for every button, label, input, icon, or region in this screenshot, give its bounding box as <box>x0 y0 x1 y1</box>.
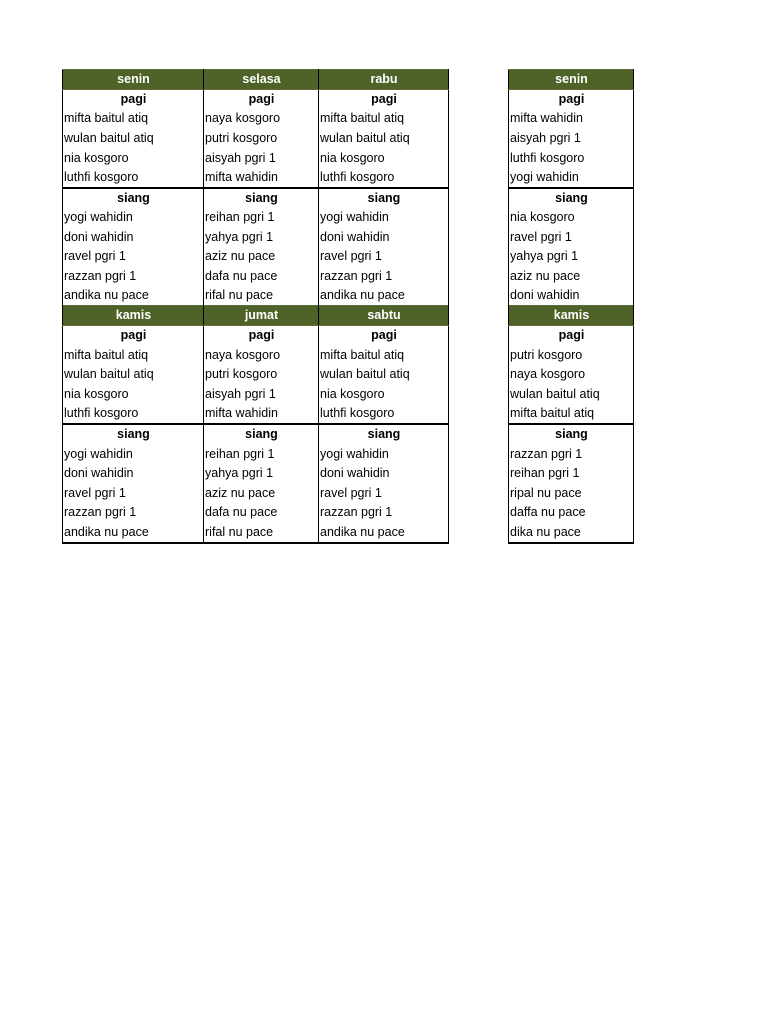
table-row <box>63 464 449 484</box>
shift-label-cell[interactable]: pagi <box>204 90 319 110</box>
name-cell[interactable]: daffa nu pace <box>509 503 634 523</box>
name-cell[interactable]: doni wahidin <box>509 286 634 306</box>
name-cell[interactable]: razzan pgri 1 <box>63 503 204 523</box>
table-row <box>509 109 634 129</box>
table-row <box>509 464 634 484</box>
name-cell[interactable]: dafa nu pace <box>204 503 319 523</box>
name-cell[interactable]: yogi wahidin <box>319 208 449 228</box>
shift-label-row <box>63 90 449 110</box>
name-cell[interactable]: luthfi kosgoro <box>63 404 204 424</box>
name-cell[interactable]: nia kosgoro <box>509 208 634 228</box>
side-schedule-table <box>508 69 634 544</box>
table-row <box>509 503 634 523</box>
shift-label-cell[interactable]: siang <box>509 424 634 444</box>
day-header-cell[interactable]: jumat <box>204 306 319 326</box>
table-row <box>63 286 449 306</box>
name-cell[interactable]: mifta baitul atiq <box>63 109 204 129</box>
name-cell[interactable]: dafa nu pace <box>204 267 319 287</box>
name-cell[interactable]: ravel pgri 1 <box>63 483 204 503</box>
name-cell[interactable]: andika nu pace <box>319 286 449 306</box>
name-cell[interactable]: yahya pgri 1 <box>204 227 319 247</box>
name-cell[interactable]: mifta baitul atiq <box>319 109 449 129</box>
name-cell[interactable]: razzan pgri 1 <box>509 444 634 464</box>
name-cell[interactable]: mifta wahidin <box>204 404 319 424</box>
name-cell[interactable]: andika nu pace <box>319 523 449 543</box>
name-cell[interactable]: rifal nu pace <box>204 523 319 543</box>
table-row <box>63 267 449 287</box>
name-cell[interactable]: ripal nu pace <box>509 483 634 503</box>
name-cell[interactable]: wulan baitul atiq <box>63 365 204 385</box>
name-cell[interactable]: nia kosgoro <box>319 385 449 405</box>
name-cell[interactable]: naya kosgoro <box>204 109 319 129</box>
shift-label-cell[interactable]: siang <box>319 424 449 444</box>
table-row <box>63 404 449 424</box>
name-cell[interactable]: yogi wahidin <box>319 444 449 464</box>
name-cell[interactable]: doni wahidin <box>63 464 204 484</box>
table-row <box>63 385 449 405</box>
shift-label-row <box>509 90 634 110</box>
table-row <box>509 404 634 424</box>
name-cell[interactable]: aisyah pgri 1 <box>204 148 319 168</box>
shift-label-row <box>509 188 634 208</box>
table-row <box>509 444 634 464</box>
main-schedule-table <box>62 69 449 544</box>
day-header-cell[interactable]: selasa <box>204 70 319 90</box>
name-cell[interactable]: doni wahidin <box>319 227 449 247</box>
day-header-row <box>509 306 634 326</box>
table-row <box>509 286 634 306</box>
table-row <box>509 208 634 228</box>
name-cell[interactable]: naya kosgoro <box>509 365 634 385</box>
table-row <box>63 148 449 168</box>
name-cell[interactable]: nia kosgoro <box>63 385 204 405</box>
name-cell[interactable]: mifta wahidin <box>509 109 634 129</box>
name-cell[interactable]: nia kosgoro <box>63 148 204 168</box>
table-row <box>509 365 634 385</box>
shift-label-cell[interactable]: pagi <box>204 326 319 346</box>
shift-label-cell[interactable]: pagi <box>63 90 204 110</box>
shift-label-cell[interactable]: pagi <box>319 90 449 110</box>
shift-label-cell[interactable]: pagi <box>509 90 634 110</box>
shift-label-cell[interactable]: pagi <box>63 326 204 346</box>
day-header-row <box>63 70 449 90</box>
table-row <box>509 148 634 168</box>
table-row <box>63 523 449 543</box>
name-cell[interactable]: luthfi kosgoro <box>63 168 204 188</box>
table-row <box>509 345 634 365</box>
table-row <box>63 129 449 149</box>
name-cell[interactable]: doni wahidin <box>319 464 449 484</box>
name-cell[interactable]: wulan baitul atiq <box>63 129 204 149</box>
name-cell[interactable]: luthfi kosgoro <box>319 404 449 424</box>
day-header-row <box>63 306 449 326</box>
name-cell[interactable]: mifta baitul atiq <box>319 345 449 365</box>
name-cell[interactable]: rifal nu pace <box>204 286 319 306</box>
shift-label-cell[interactable]: pagi <box>509 326 634 346</box>
day-header-cell[interactable]: sabtu <box>319 306 449 326</box>
table-row <box>509 523 634 543</box>
table-row <box>63 227 449 247</box>
day-header-cell[interactable]: senin <box>63 70 204 90</box>
table-row <box>63 109 449 129</box>
table-row <box>63 208 449 228</box>
table-row <box>63 483 449 503</box>
table-row <box>63 345 449 365</box>
day-header-cell[interactable]: kamis <box>63 306 204 326</box>
name-cell[interactable]: yogi wahidin <box>63 208 204 228</box>
shift-label-cell[interactable]: siang <box>204 188 319 208</box>
shift-label-row <box>63 424 449 444</box>
table-row <box>509 483 634 503</box>
table-row <box>509 267 634 287</box>
day-header-cell[interactable]: senin <box>509 70 634 90</box>
shift-label-cell[interactable]: siang <box>63 424 204 444</box>
day-header-cell[interactable]: kamis <box>509 306 634 326</box>
shift-label-row <box>509 424 634 444</box>
name-cell[interactable]: ravel pgri 1 <box>319 483 449 503</box>
shift-label-cell[interactable]: siang <box>319 188 449 208</box>
name-cell[interactable]: luthfi kosgoro <box>509 148 634 168</box>
name-cell[interactable]: dika nu pace <box>509 523 634 543</box>
day-header-cell[interactable]: rabu <box>319 70 449 90</box>
table-row <box>63 365 449 385</box>
name-cell[interactable]: luthfi kosgoro <box>319 168 449 188</box>
table-row <box>63 168 449 188</box>
name-cell[interactable]: putri kosgoro <box>204 365 319 385</box>
name-cell[interactable]: aziz nu pace <box>204 483 319 503</box>
name-cell[interactable]: doni wahidin <box>63 227 204 247</box>
name-cell[interactable]: yogi wahidin <box>63 444 204 464</box>
name-cell[interactable]: andika nu pace <box>63 286 204 306</box>
name-cell[interactable]: mifta baitul atiq <box>63 345 204 365</box>
name-cell[interactable]: ravel pgri 1 <box>319 247 449 267</box>
name-cell[interactable]: wulan baitul atiq <box>319 365 449 385</box>
name-cell[interactable]: reihan pgri 1 <box>509 464 634 484</box>
name-cell[interactable]: naya kosgoro <box>204 345 319 365</box>
shift-label-row <box>509 326 634 346</box>
name-cell[interactable]: mifta wahidin <box>204 168 319 188</box>
shift-label-cell[interactable]: siang <box>204 424 319 444</box>
table-row <box>63 247 449 267</box>
name-cell[interactable]: mifta baitul atiq <box>509 404 634 424</box>
table-row <box>509 168 634 188</box>
shift-label-row <box>63 188 449 208</box>
name-cell[interactable]: razzan pgri 1 <box>319 267 449 287</box>
name-cell[interactable]: aziz nu pace <box>204 247 319 267</box>
name-cell[interactable]: reihan pgri 1 <box>204 444 319 464</box>
name-cell[interactable]: putri kosgoro <box>509 345 634 365</box>
table-row <box>509 129 634 149</box>
shift-label-cell[interactable]: siang <box>509 188 634 208</box>
name-cell[interactable]: wulan baitul atiq <box>509 385 634 405</box>
table-row <box>509 247 634 267</box>
name-cell[interactable]: aziz nu pace <box>509 267 634 287</box>
table-row <box>509 227 634 247</box>
name-cell[interactable]: wulan baitul atiq <box>319 129 449 149</box>
name-cell[interactable]: nia kosgoro <box>319 148 449 168</box>
name-cell[interactable]: aisyah pgri 1 <box>509 129 634 149</box>
name-cell[interactable]: razzan pgri 1 <box>63 267 204 287</box>
table-row <box>63 444 449 464</box>
name-cell[interactable]: putri kosgoro <box>204 129 319 149</box>
name-cell[interactable]: yahya pgri 1 <box>509 247 634 267</box>
name-cell[interactable]: andika nu pace <box>63 523 204 543</box>
table-row <box>509 385 634 405</box>
table-row <box>63 503 449 523</box>
name-cell[interactable]: ravel pgri 1 <box>509 227 634 247</box>
shift-label-cell[interactable]: siang <box>63 188 204 208</box>
day-header-row <box>509 70 634 90</box>
name-cell[interactable]: yogi wahidin <box>509 168 634 188</box>
shift-label-cell[interactable]: pagi <box>319 326 449 346</box>
name-cell[interactable]: yahya pgri 1 <box>204 464 319 484</box>
name-cell[interactable]: aisyah pgri 1 <box>204 385 319 405</box>
name-cell[interactable]: razzan pgri 1 <box>319 503 449 523</box>
name-cell[interactable]: ravel pgri 1 <box>63 247 204 267</box>
name-cell[interactable]: reihan pgri 1 <box>204 208 319 228</box>
shift-label-row <box>63 326 449 346</box>
